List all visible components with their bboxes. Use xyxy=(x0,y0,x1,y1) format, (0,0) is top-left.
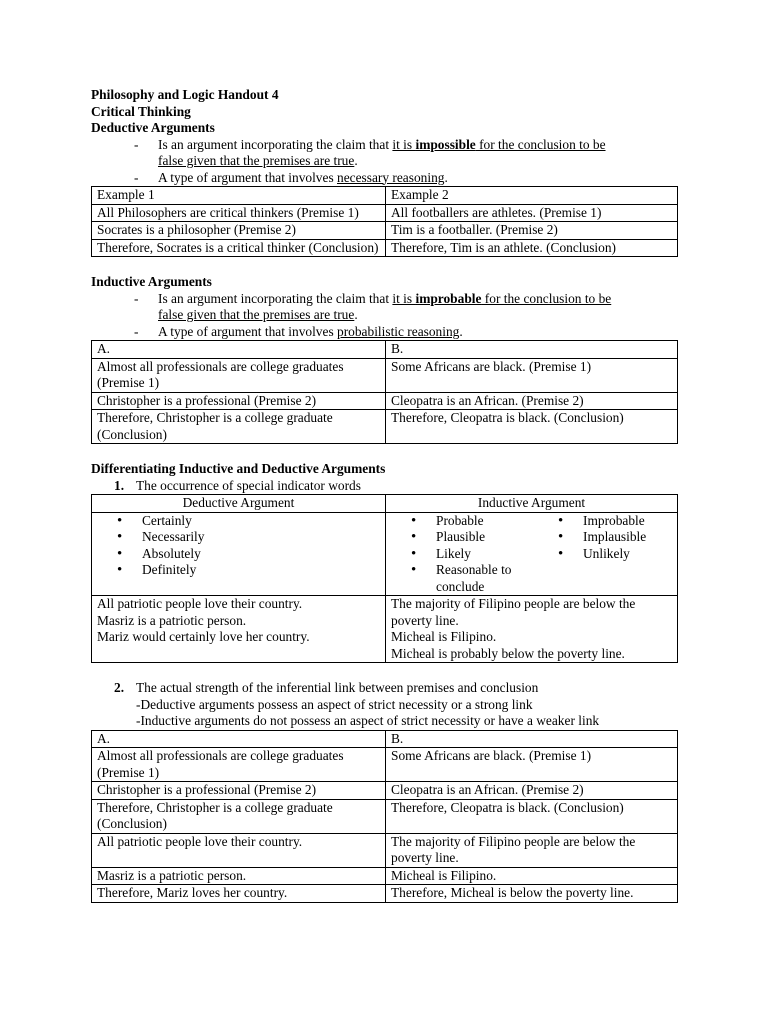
indicator-words-row xyxy=(92,512,678,596)
handout-page xyxy=(91,87,678,903)
deductive-indicator-cell xyxy=(92,512,386,596)
table-header-row xyxy=(92,495,678,513)
deductive-heading: Deductive Arguments xyxy=(91,120,215,135)
table-header-cell: A. xyxy=(92,341,386,359)
list-item: • Likely xyxy=(391,546,538,563)
list-item: • Definitely xyxy=(97,562,380,579)
table-row xyxy=(92,833,678,867)
table-cell: Therefore, Cleopatra is black. (Conclusion) xyxy=(386,410,678,444)
inductive-definition-2: - A type of argument that involves probabilistic reasoning. xyxy=(134,323,463,339)
indicator-example-row xyxy=(92,596,678,663)
differentiating-heading: Differentiating Inductive and Deductive Arguments xyxy=(91,461,386,476)
table-cell: Some Africans are black. (Premise 1) xyxy=(386,358,678,392)
table-cell: Therefore, Christopher is a college graduate (Conclusion) xyxy=(92,799,386,833)
inductive-indicator-cell xyxy=(386,512,678,596)
table-cell: Therefore, Cleopatra is black. (Conclusion) xyxy=(386,799,678,833)
table-header-row xyxy=(92,730,678,748)
list-item: • Absolutely xyxy=(97,546,380,563)
table-header-row xyxy=(92,187,678,205)
table-row xyxy=(92,204,678,222)
list-item: • Probable xyxy=(391,513,538,530)
strength-comparison-table xyxy=(91,730,678,903)
list-item: • Implausible xyxy=(538,529,672,546)
table-cell: All patriotic people love their country. xyxy=(92,833,386,867)
table-cell: Therefore, Christopher is a college graduate (Conclusion) xyxy=(92,410,386,444)
table-header-cell: B. xyxy=(386,730,678,748)
table-row xyxy=(92,867,678,885)
list-item: • Necessarily xyxy=(97,529,380,546)
table-cell: Socrates is a philosopher (Premise 2) xyxy=(92,222,386,240)
list-item: • Unlikely xyxy=(538,546,672,563)
table-row xyxy=(92,410,678,444)
table-cell: Therefore, Micheal is below the poverty line. xyxy=(386,885,678,903)
table-row xyxy=(92,885,678,903)
table-row xyxy=(92,392,678,410)
table-cell: Micheal is Filipino. xyxy=(386,867,678,885)
handout-title: Philosophy and Logic Handout 4 xyxy=(91,87,279,102)
table-row xyxy=(92,799,678,833)
table-header-cell: B. xyxy=(386,341,678,359)
inductive-example-cell: The majority of Filipino people are below the poverty line. Micheal is Filipino. Micheal is probably below the poverty line. xyxy=(386,596,678,663)
table-header-cell: Example 1 xyxy=(92,187,386,205)
deductive-definition-1: - Is an argument incorporating the claim that it is impossible for the conclusion to be false given that the premises are true. xyxy=(134,136,606,168)
inductive-indicator-list-2 xyxy=(538,513,672,596)
deductive-example-cell: All patriotic people love their country. Masriz is a patriotic person. Mariz would certainly love her country. xyxy=(92,596,386,663)
deductive-definition-2: - A type of argument that involves necessary reasoning. xyxy=(134,169,448,185)
numbered-item-2: 2. The actual strength of the inferential link between premises and conclusion -Deductive arguments possess an aspect of strict necessity or a strong link -Inductive arguments do not possess an aspect of strict necessity or have a weaker link xyxy=(114,680,600,728)
inductive-examples-table xyxy=(91,340,678,444)
numbered-item-1: 1. The occurrence of special indicator words xyxy=(114,477,361,493)
table-cell: Cleopatra is an African. (Premise 2) xyxy=(386,392,678,410)
deductive-indicator-list xyxy=(97,513,380,579)
table-cell: Christopher is a professional (Premise 2) xyxy=(92,392,386,410)
indicator-words-table xyxy=(91,494,678,663)
table-cell: Almost all professionals are college graduates (Premise 1) xyxy=(92,358,386,392)
table-cell: Cleopatra is an African. (Premise 2) xyxy=(386,782,678,800)
inductive-heading: Inductive Arguments xyxy=(91,274,212,289)
table-row xyxy=(92,239,678,257)
table-header-cell: Inductive Argument xyxy=(386,495,678,513)
table-cell: Therefore, Socrates is a critical thinker (Conclusion) xyxy=(92,239,386,257)
table-header-cell: Deductive Argument xyxy=(92,495,386,513)
table-cell: Some Africans are black. (Premise 1) xyxy=(386,748,678,782)
table-row xyxy=(92,782,678,800)
list-item: • Reasonable to conclude xyxy=(391,562,538,595)
inductive-indicator-list-1 xyxy=(391,513,538,596)
table-header-cell: Example 2 xyxy=(386,187,678,205)
table-cell: All Philosophers are critical thinkers (Premise 1) xyxy=(92,204,386,222)
table-cell: Therefore, Mariz loves her country. xyxy=(92,885,386,903)
list-item: • Certainly xyxy=(97,513,380,530)
handout-subtitle: Critical Thinking xyxy=(91,103,191,119)
table-cell: All footballers are athletes. (Premise 1) xyxy=(386,204,678,222)
deductive-examples-table xyxy=(91,186,678,257)
list-item: • Improbable xyxy=(538,513,672,530)
table-cell: Christopher is a professional (Premise 2) xyxy=(92,782,386,800)
table-cell: Masriz is a patriotic person. xyxy=(92,867,386,885)
table-row xyxy=(92,222,678,240)
table-header-row xyxy=(92,341,678,359)
table-cell: Tim is a footballer. (Premise 2) xyxy=(386,222,678,240)
table-cell: Almost all professionals are college graduates (Premise 1) xyxy=(92,748,386,782)
table-row xyxy=(92,358,678,392)
table-header-cell: A. xyxy=(92,730,386,748)
list-item: • Plausible xyxy=(391,529,538,546)
table-row xyxy=(92,748,678,782)
table-cell: The majority of Filipino people are below the poverty line. xyxy=(386,833,678,867)
inductive-definition-1: - Is an argument incorporating the claim that it is improbable for the conclusion to be false given that the premises are true. xyxy=(134,290,612,322)
table-cell: Therefore, Tim is an athlete. (Conclusion) xyxy=(386,239,678,257)
